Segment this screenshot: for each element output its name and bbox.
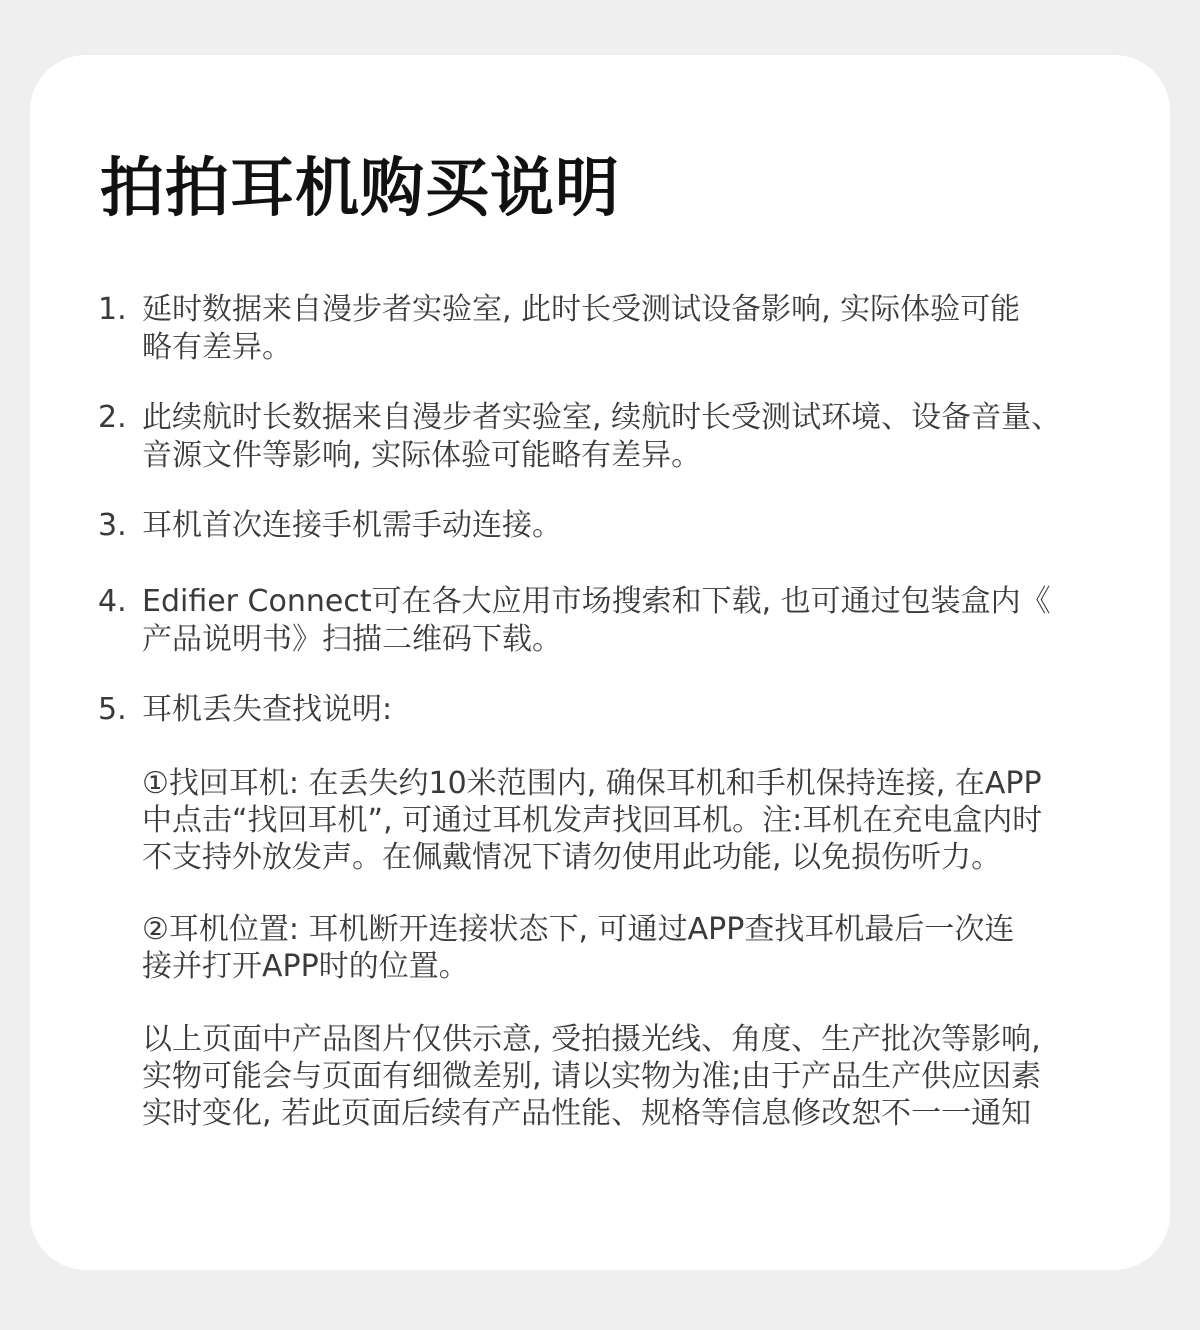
sub-item-text-line: ①找回耳机: 在丢失约10米范围内, 确保耳机和手机保持连接, 在APP [142, 766, 1042, 801]
sub-item-text-line: ②耳机位置: 耳机断开连接状态下, 可通过APP查找耳机最后一次连 [142, 912, 1015, 947]
item-text-line: Edifier Connect可在各大应用市场搜索和下载, 也可通过包装盒内《 [142, 584, 1051, 619]
item-number: 4. [98, 584, 127, 619]
item-text-line: 此续航时长数据来自漫步者实验室, 续航时长受测试环境、设备音量、 [142, 400, 1062, 435]
sub-item-text-line: 不支持外放发声。在佩戴情况下请勿使用此功能, 以免损伤听力。 [142, 840, 1002, 875]
item-text-line: 耳机首次连接手机需手动连接。 [142, 508, 562, 543]
sub-item-text-line: 中点击“找回耳机”, 可通过耳机发声找回耳机。注:耳机在充电盒内时 [142, 803, 1043, 838]
item-text-line: 音源文件等影响, 实际体验可能略有差异。 [142, 438, 702, 473]
item-number: 1. [98, 292, 127, 327]
page-title: 拍拍耳机购买说明 [100, 152, 620, 226]
item-number: 2. [98, 400, 127, 435]
disclaimer-line: 实时变化, 若此页面后续有产品性能、规格等信息修改恕不一一通知 [142, 1096, 1032, 1131]
item-text-line: 延时数据来自漫步者实验室, 此时长受测试设备影响, 实际体验可能 [142, 292, 1021, 327]
item-number: 5. [98, 692, 127, 727]
item-text-line: 耳机丢失查找说明: [142, 692, 393, 727]
item-number: 3. [98, 508, 127, 543]
disclaimer-line: 实物可能会与页面有细微差别, 请以实物为准;由于产品生产供应因素 [142, 1059, 1042, 1094]
info-card [30, 55, 1170, 1270]
item-text-line: 产品说明书》扫描二维码下载。 [142, 622, 562, 657]
sub-item-text-line: 接并打开APP时的位置。 [142, 949, 469, 984]
item-text-line: 略有差异。 [142, 330, 292, 365]
disclaimer-line: 以上页面中产品图片仅供示意, 受拍摄光线、角度、生产批次等影响, [142, 1022, 1041, 1057]
